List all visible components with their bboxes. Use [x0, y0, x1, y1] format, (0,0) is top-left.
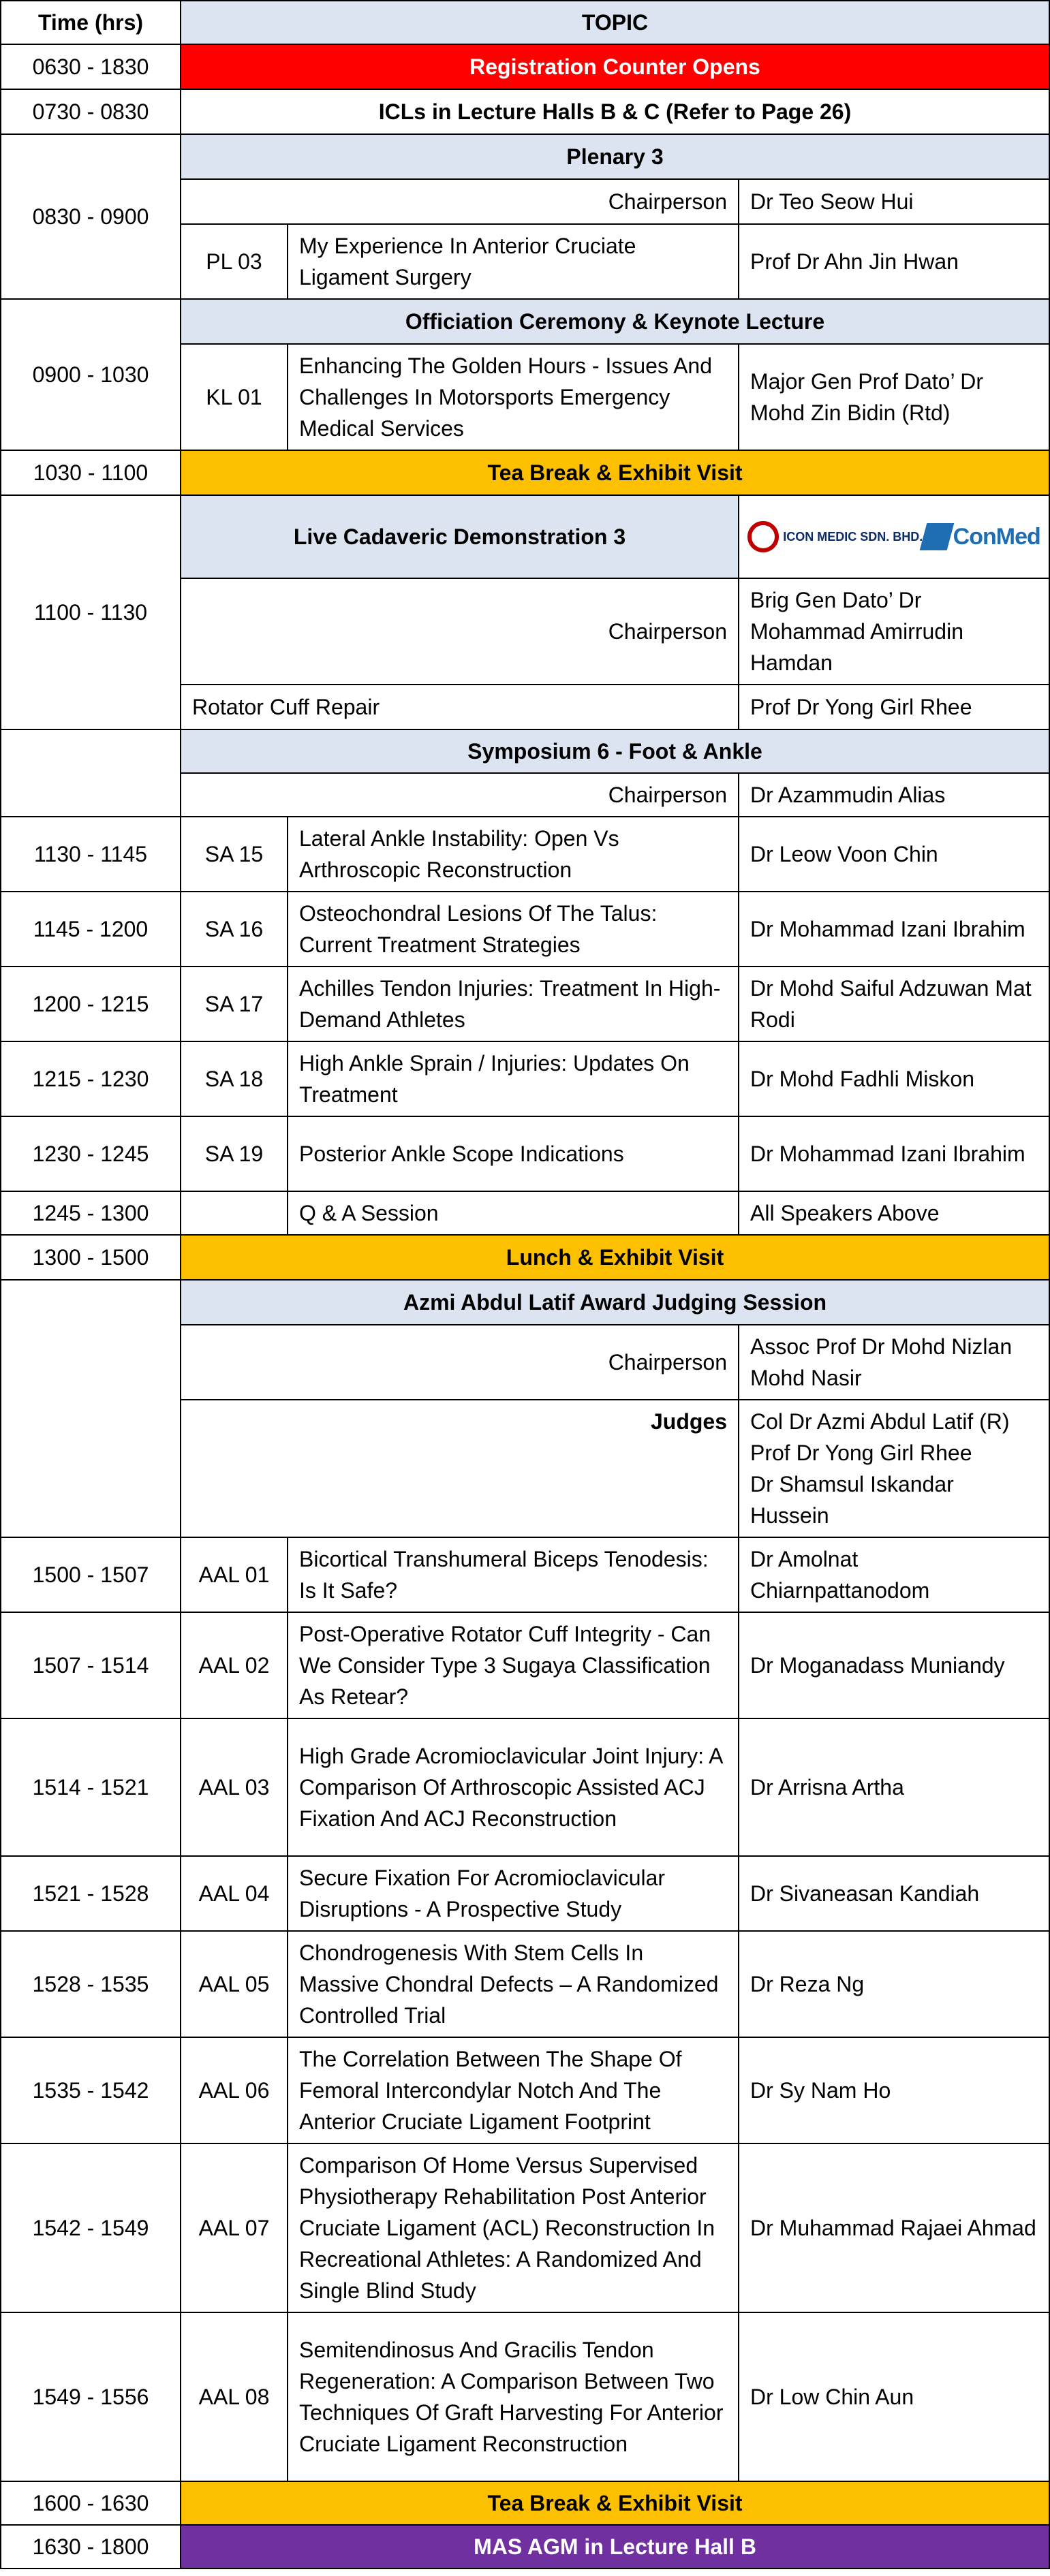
keynote-title-row	[1, 299, 1049, 344]
judge-name: Prof Dr Yong Girl Rhee	[750, 1441, 972, 1465]
row-code: SA 19	[181, 1116, 288, 1191]
topic-header: TOPIC	[181, 1, 1049, 44]
row-topic: High Ankle Sprain / Injuries: Updates On Treatment	[288, 1041, 739, 1116]
row-code: SA 16	[181, 892, 288, 967]
row-speaker: Dr Amolnat Chiarnpattanodom	[739, 1537, 1049, 1612]
row-topic: Q & A Session	[288, 1191, 739, 1235]
plenary-time: 0830 - 0900	[1, 134, 181, 299]
row-topic: Achilles Tendon Injuries: Treatment In High-Demand Athletes	[288, 967, 739, 1041]
row-time: 1130 - 1145	[1, 817, 181, 892]
row-code: AAL 03	[181, 1718, 288, 1856]
award-chair-label: Chairperson	[181, 1325, 739, 1400]
tea2-label: Tea Break & Exhibit Visit	[181, 2481, 1049, 2525]
row-time: 1245 - 1300	[1, 1191, 181, 1235]
row-code: AAL 08	[181, 2312, 288, 2481]
row-topic: Bicortical Transhumeral Biceps Tenodesis: Is It Safe?	[288, 1537, 739, 1612]
registration-row	[1, 44, 1049, 89]
cadaveric-title: Live Cadaveric Demonstration 3	[181, 495, 739, 578]
keynote-title: Officiation Ceremony & Keynote Lecture	[181, 299, 1049, 344]
icls-time: 0730 - 0830	[1, 89, 181, 134]
judge-name: Col Dr Azmi Abdul Latif (R)	[750, 1409, 1010, 1434]
row-code: SA 18	[181, 1041, 288, 1116]
tea1-label: Tea Break & Exhibit Visit	[181, 450, 1049, 495]
symposium-title: Symposium 6 - Foot & Ankle	[181, 729, 1049, 773]
plenary-chair: Dr Teo Seow Hui	[739, 179, 1049, 224]
row-topic: Osteochondral Lesions Of The Talus: Current Treatment Strategies	[288, 892, 739, 967]
cadaveric-chair-label: Chairperson	[181, 578, 739, 685]
lunch-row	[1, 1235, 1049, 1280]
keynote-speaker: Major Gen Prof Dato’ Dr Mohd Zin Bidin (Rtd)	[739, 344, 1049, 450]
plenary-title-row	[1, 134, 1049, 179]
row-topic: Semitendinosus And Gracilis Tendon Regeneration: A Comparison Between Two Techniques Of Graft Harvesting For Anterior Cruciate Ligament Reconstruction	[288, 2312, 739, 2481]
row-time: 1145 - 1200	[1, 892, 181, 967]
table-row	[1, 2037, 1049, 2143]
row-topic: The Correlation Between The Shape Of Femoral Intercondylar Notch And The Anterior Cruciate Ligament Footprint	[288, 2037, 739, 2143]
agm-time: 1630 - 1800	[1, 2525, 181, 2569]
row-speaker: Dr Sivaneasan Kandiah	[739, 1856, 1049, 1931]
row-topic: Secure Fixation For Acromioclavicular Disruptions - A Prospective Study	[288, 1856, 739, 1931]
row-speaker: Dr Moganadass Muniandy	[739, 1612, 1049, 1718]
cadaveric-speaker: Prof Dr Yong Girl Rhee	[739, 685, 1049, 729]
row-code: AAL 07	[181, 2143, 288, 2312]
award-judges	[739, 1400, 1049, 1537]
row-code: SA 17	[181, 967, 288, 1041]
table-row	[1, 817, 1049, 892]
keynote-code: KL 01	[181, 344, 288, 450]
tea1-row	[1, 450, 1049, 495]
row-topic: Post-Operative Rotator Cuff Integrity - Can We Consider Type 3 Sugaya Classification As Retear?	[288, 1612, 739, 1718]
icls-row	[1, 89, 1049, 134]
registration-time: 0630 - 1830	[1, 44, 181, 89]
row-speaker: Dr Reza Ng	[739, 1931, 1049, 2037]
plenary-topic: My Experience In Anterior Cruciate Ligament Surgery	[288, 224, 739, 299]
table-row	[1, 1718, 1049, 1856]
table-row	[1, 892, 1049, 967]
lunch-time: 1300 - 1500	[1, 1235, 181, 1280]
plenary-speaker: Prof Dr Ahn Jin Hwan	[739, 224, 1049, 299]
sponsor-logos	[739, 495, 1049, 578]
row-time: 1528 - 1535	[1, 1931, 181, 2037]
plenary-code: PL 03	[181, 224, 288, 299]
row-speaker: Dr Leow Voon Chin	[739, 817, 1049, 892]
row-time: 1215 - 1230	[1, 1041, 181, 1116]
cadaveric-title-row	[1, 495, 1049, 578]
row-time: 1500 - 1507	[1, 1537, 181, 1612]
symposium-chair: Dr Azammudin Alias	[739, 773, 1049, 817]
row-speaker: All Speakers Above	[739, 1191, 1049, 1235]
conmed-mark-icon	[919, 523, 954, 550]
keynote-time: 0900 - 1030	[1, 299, 181, 450]
row-speaker: Dr Mohammad Izani Ibrahim	[739, 892, 1049, 967]
plenary-title: Plenary 3	[181, 134, 1049, 179]
table-row	[1, 1931, 1049, 2037]
table-row	[1, 1537, 1049, 1612]
row-code: SA 15	[181, 817, 288, 892]
header-row	[1, 1, 1049, 44]
judge-name: Dr Shamsul Iskandar Hussein	[750, 1472, 954, 1528]
row-time: 1521 - 1528	[1, 1856, 181, 1931]
agm-row	[1, 2525, 1049, 2569]
row-topic: High Grade Acromioclavicular Joint Injury: A Comparison Of Arthroscopic Assisted ACJ Fixation And ACJ Reconstruction	[288, 1718, 739, 1856]
award-title: Azmi Abdul Latif Award Judging Session	[181, 1280, 1049, 1325]
table-row	[1, 1856, 1049, 1931]
row-code: AAL 04	[181, 1856, 288, 1931]
row-speaker: Dr Mohammad Izani Ibrahim	[739, 1116, 1049, 1191]
tea1-time: 1030 - 1100	[1, 450, 181, 495]
symposium-chair-label: Chairperson	[181, 773, 739, 817]
row-topic: Comparison Of Home Versus Supervised Physiotherapy Rehabilitation Post Anterior Cruciate Ligament (ACL) Reconstruction In Recreational Athletes: A Randomized And Single Blind Study	[288, 2143, 739, 2312]
row-code: AAL 02	[181, 1612, 288, 1718]
lunch-label: Lunch & Exhibit Visit	[181, 1235, 1049, 1280]
row-speaker: Dr Sy Nam Ho	[739, 2037, 1049, 2143]
row-topic: Posterior Ankle Scope Indications	[288, 1116, 739, 1191]
table-row	[1, 1041, 1049, 1116]
cadaveric-time: 1100 - 1130	[1, 495, 181, 729]
table-row	[1, 2312, 1049, 2481]
symposium-time-blank	[1, 729, 181, 817]
row-code: AAL 05	[181, 1931, 288, 2037]
time-header: Time (hrs)	[1, 1, 181, 44]
icon-medic-logo	[747, 521, 923, 552]
cadaveric-topic: Rotator Cuff Repair	[181, 685, 739, 729]
agm-label: MAS AGM in Lecture Hall B	[181, 2525, 1049, 2569]
row-speaker: Dr Muhammad Rajaei Ahmad	[739, 2143, 1049, 2312]
cadaveric-chair: Brig Gen Dato’ Dr Mohammad Amirrudin Hamdan	[739, 578, 1049, 685]
row-topic: Lateral Ankle Instability: Open Vs Arthroscopic Reconstruction	[288, 817, 739, 892]
tea2-row	[1, 2481, 1049, 2525]
row-time: 1542 - 1549	[1, 2143, 181, 2312]
award-chair: Assoc Prof Dr Mohd Nizlan Mohd Nasir	[739, 1325, 1049, 1400]
row-time: 1507 - 1514	[1, 1612, 181, 1718]
row-speaker: Dr Mohd Saiful Adzuwan Mat Rodi	[739, 967, 1049, 1041]
row-time: 1549 - 1556	[1, 2312, 181, 2481]
table-row	[1, 1191, 1049, 1235]
row-code	[181, 1191, 288, 1235]
row-speaker: Dr Arrisna Artha	[739, 1718, 1049, 1856]
row-code: AAL 01	[181, 1537, 288, 1612]
icls-label: ICLs in Lecture Halls B & C (Refer to Page 26)	[181, 89, 1049, 134]
keynote-topic: Enhancing The Golden Hours - Issues And Challenges In Motorsports Emergency Medical Services	[288, 344, 739, 450]
row-time: 1230 - 1245	[1, 1116, 181, 1191]
award-time-blank	[1, 1280, 181, 1537]
row-speaker: Dr Low Chin Aun	[739, 2312, 1049, 2481]
table-row	[1, 967, 1049, 1041]
row-topic: Chondrogenesis With Stem Cells In Massive Chondral Defects – A Randomized Controlled Trial	[288, 1931, 739, 2037]
row-time: 1535 - 1542	[1, 2037, 181, 2143]
symposium-title-row	[1, 729, 1049, 773]
plenary-chair-label: Chairperson	[181, 179, 739, 224]
icon-medic-logo-text: ICON MEDIC SDN. BHD.	[783, 530, 923, 544]
row-time: 1514 - 1521	[1, 1718, 181, 1856]
tea2-time: 1600 - 1630	[1, 2481, 181, 2525]
registration-label: Registration Counter Opens	[181, 44, 1049, 89]
table-row	[1, 2143, 1049, 2312]
row-time: 1200 - 1215	[1, 967, 181, 1041]
icon-medic-ring-icon	[747, 521, 779, 552]
conmed-logo	[923, 521, 1040, 552]
award-title-row	[1, 1280, 1049, 1325]
row-speaker: Dr Mohd Fadhli Miskon	[739, 1041, 1049, 1116]
table-row	[1, 1612, 1049, 1718]
row-code: AAL 06	[181, 2037, 288, 2143]
conmed-logo-text: ConMed	[953, 524, 1040, 550]
award-judges-label: Judges	[181, 1400, 739, 1537]
table-row	[1, 1116, 1049, 1191]
